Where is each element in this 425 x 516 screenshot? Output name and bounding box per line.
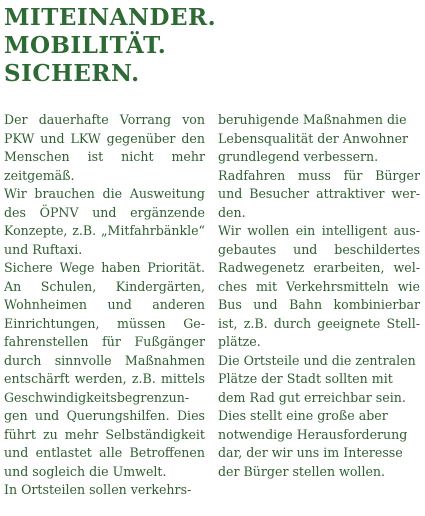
paragraph-radfahren: Radfahren muss für Bürger und Besucher attraktiver werden. bbox=[218, 167, 420, 220]
page-title bbox=[4, 4, 216, 88]
paragraph-sichere-wege: Sichere Wege haben Priorität. An Schulen, Kindergärten, Wohnheimen und anderen Einrichtungen, müssen Gefahrenstellen für Fußgänger durch sinnvolle Maßnahmen entschärft werden, z.B. mittels Geschwindigkeitsbegrenzungen und Querungshilfen. Dies führt zu mehr Selbständigkeit und entlastet alle Betroffenen und sogleich die Umwelt. bbox=[4, 260, 205, 479]
paragraph-oepnv: Wir brauchen die Ausweitung des ÖPNV und ergänzende Konzepte, z.B. „Mitfahrbänkle“ und Ruftaxi. bbox=[4, 186, 205, 257]
right-text-column bbox=[218, 111, 420, 481]
title-line-1: MITEINANDER. bbox=[4, 4, 217, 31]
paragraph-radwegenetz: Wir wollen ein intelligent ausgebautes und beschildertes Radwegenetz erarbeiten, welches mit Verkehrsmitteln wie Bus und Bahn kombinierbar ist, z.B. durch geeignete Stellplätze. bbox=[218, 223, 420, 349]
paragraph-herausforderung: Dies stellt eine große aber notwendige Herausforderung dar, der wir uns im Interesse der Bürger stellen wollen. bbox=[218, 408, 408, 479]
left-text-column bbox=[4, 111, 205, 500]
title-line-3: SICHERN. bbox=[4, 60, 140, 87]
paragraph-vorrang: Der dauerhafte Vorrang von PKW und LKW gegenüber den Menschen ist nicht mehr zeitgemäß. bbox=[4, 112, 205, 183]
title-line-2: MOBILITÄT. bbox=[4, 32, 167, 59]
paragraph-ortsteile-start: In Ortsteilen sollen verkehrs- bbox=[4, 482, 192, 497]
paragraph-zentrale-plaetze: Die Ortsteile und die zentralen Plätze der Stadt sollten mit dem Rad gut erreichbar sein. bbox=[218, 352, 416, 405]
paragraph-ortsteile-continued: beruhigende Maßnahmen die Lebensqualität der Anwohner grundlegend verbessern. bbox=[218, 112, 409, 164]
